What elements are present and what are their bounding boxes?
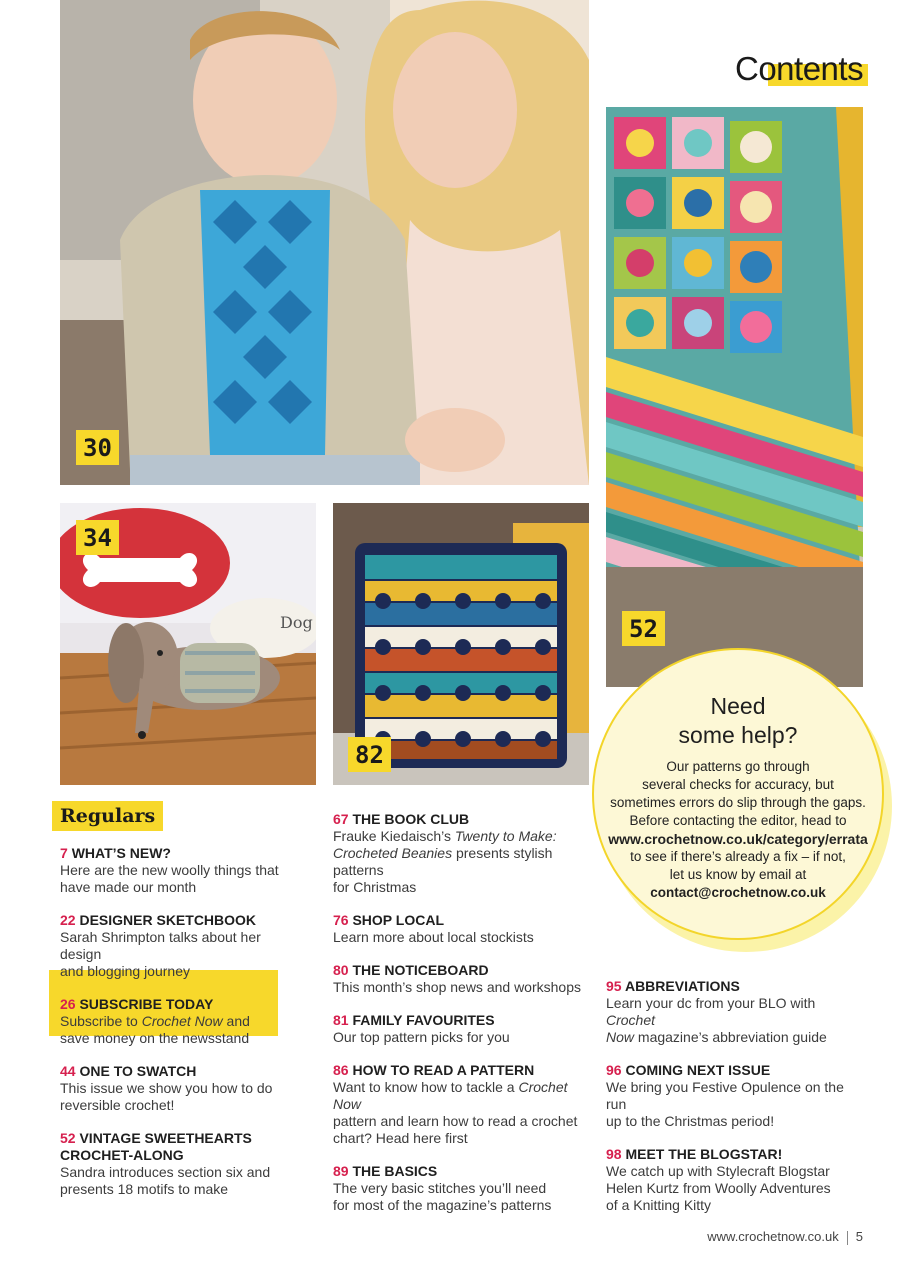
contents-entry[interactable] xyxy=(333,811,593,896)
desc-line: This month’s shop news and workshops xyxy=(333,979,581,995)
desc-italic: Now xyxy=(606,1029,635,1045)
desc-line: Here are the new woolly things that xyxy=(60,862,279,878)
contact-email-link[interactable]: contact@crochetnow.co.uk xyxy=(650,885,826,900)
contents-entry[interactable] xyxy=(333,912,593,946)
entry-description xyxy=(60,1080,300,1114)
entry-title: HOW TO READ A PATTERN xyxy=(352,1062,535,1078)
desc-line: chart? Head here first xyxy=(333,1130,468,1146)
entry-page-number: 44 xyxy=(60,1063,76,1079)
help-line: several checks for accuracy, but xyxy=(642,777,834,792)
photo-sweater xyxy=(60,0,589,485)
desc-text: magazine’s abbreviation guide xyxy=(634,1029,827,1045)
entry-page-number: 89 xyxy=(333,1163,349,1179)
desc-line: This issue we show you how to do xyxy=(60,1080,273,1096)
entry-description xyxy=(333,828,593,896)
entry-title: THE BASICS xyxy=(352,1163,438,1179)
dog-bowl-text: Dog xyxy=(280,613,313,632)
contents-entry[interactable] xyxy=(606,1062,866,1130)
help-line: sometimes errors do slip through the gaps. xyxy=(610,795,866,810)
desc-line: presents 18 motifs to make xyxy=(60,1181,229,1197)
entry-description xyxy=(60,862,300,896)
page-badge-34: 34 xyxy=(76,520,119,555)
entry-title: THE BOOK CLUB xyxy=(352,811,470,827)
entry-description xyxy=(333,979,593,996)
desc-line: Sarah Shrimpton talks about her design xyxy=(60,929,261,962)
page-badge-52: 52 xyxy=(622,611,665,646)
desc-line: Learn more about local stockists xyxy=(333,929,534,945)
entry-description xyxy=(333,1029,593,1046)
entry-page-number: 80 xyxy=(333,962,349,978)
entry-description xyxy=(60,1164,300,1198)
help-line: let us know by email at xyxy=(669,867,807,882)
photo-blanket xyxy=(606,107,863,687)
contents-entry[interactable] xyxy=(606,978,866,1046)
entry-title: MEET THE BLOGSTAR! xyxy=(625,1146,783,1162)
desc-line: up to the Christmas period! xyxy=(606,1113,775,1129)
desc-line: for most of the magazine’s patterns xyxy=(333,1197,552,1213)
entry-description xyxy=(333,1079,593,1147)
contents-entry[interactable] xyxy=(333,1012,593,1046)
entry-description xyxy=(606,1079,866,1130)
contents-column-3 xyxy=(606,978,866,1230)
entry-title: WHAT’S NEW? xyxy=(71,845,171,861)
contents-entry[interactable] xyxy=(60,1063,300,1114)
entry-page-number: 98 xyxy=(606,1146,622,1162)
desc-line: The very basic stitches you’ll need xyxy=(333,1180,547,1196)
contents-entry[interactable] xyxy=(60,845,300,896)
entry-title: ABBREVIATIONS xyxy=(624,978,740,994)
help-title-line-1: Need xyxy=(710,693,766,719)
entry-page-number: 86 xyxy=(333,1062,349,1078)
desc-line: reversible crochet! xyxy=(60,1097,175,1113)
help-line: to see if there’s already a fix – if not, xyxy=(630,849,846,864)
entry-description xyxy=(333,1180,593,1214)
page-number: 5 xyxy=(855,1229,863,1244)
help-body xyxy=(598,758,878,902)
entry-page-number: 7 xyxy=(60,845,68,861)
footer-divider xyxy=(847,1231,848,1245)
entry-page-number: 67 xyxy=(333,811,349,827)
page-badge-82: 82 xyxy=(348,737,391,772)
help-title-line-2: some help? xyxy=(678,722,798,748)
desc-italic: Crochet Now xyxy=(333,1079,568,1112)
desc-text: presents stylish patterns xyxy=(333,845,553,878)
desc-italic: Twenty to Make: xyxy=(454,828,557,844)
contents-entry[interactable] xyxy=(606,1146,866,1214)
contents-entry[interactable] xyxy=(333,962,593,996)
page-badge-30: 30 xyxy=(76,430,119,465)
entry-title-line-2: CROCHET-ALONG xyxy=(60,1147,184,1163)
contents-column-1 xyxy=(60,845,300,1214)
entry-description xyxy=(606,1163,866,1214)
desc-italic: Crochet Now xyxy=(141,1013,223,1029)
desc-line: pattern and learn how to read a crochet xyxy=(333,1113,578,1129)
entry-title: DESIGNER SKETCHBOOK xyxy=(79,912,257,928)
photo-dog xyxy=(60,503,316,785)
page-footer xyxy=(707,1229,863,1245)
desc-line: We bring you Festive Opulence on the run xyxy=(606,1079,844,1112)
regulars-heading: Regulars xyxy=(52,801,163,831)
help-panel xyxy=(592,648,884,940)
help-line: Before contacting the editor, head to xyxy=(629,813,847,828)
page-title: Contents xyxy=(735,50,864,87)
entry-page-number: 76 xyxy=(333,912,349,928)
footer-url[interactable]: www.crochetnow.co.uk xyxy=(707,1229,839,1244)
entry-title: SUBSCRIBE TODAY xyxy=(79,996,214,1012)
desc-line: save money on the newsstand xyxy=(60,1030,250,1046)
desc-text: Learn your dc from your BLO with xyxy=(606,995,816,1011)
desc-line: for Christmas xyxy=(333,879,417,895)
desc-line: We catch up with Stylecraft Blogstar xyxy=(606,1163,830,1179)
entry-page-number: 95 xyxy=(606,978,622,994)
desc-text: Subscribe to xyxy=(60,1013,142,1029)
entry-page-number: 96 xyxy=(606,1062,622,1078)
desc-line: and blogging journey xyxy=(60,963,190,979)
desc-line: Helen Kurtz from Woolly Adventures xyxy=(606,1180,831,1196)
contents-entry-subscribe[interactable] xyxy=(60,996,300,1047)
help-line: Our patterns go through xyxy=(666,759,810,774)
contents-entry[interactable] xyxy=(333,1163,593,1214)
entry-title: ONE TO SWATCH xyxy=(79,1063,197,1079)
desc-text: Frauke Kiedaisch’s xyxy=(333,828,455,844)
contents-entry[interactable] xyxy=(333,1062,593,1147)
help-title xyxy=(594,692,882,750)
entry-description xyxy=(333,929,593,946)
entry-description xyxy=(60,929,300,980)
desc-line: Our top pattern picks for you xyxy=(333,1029,510,1045)
entry-page-number: 52 xyxy=(60,1130,76,1146)
entry-title: FAMILY FAVOURITES xyxy=(352,1012,495,1028)
photo-cushion xyxy=(333,503,589,785)
entry-page-number: 26 xyxy=(60,996,76,1012)
desc-italic: Crochet xyxy=(606,1012,656,1028)
desc-italic: Crocheted Beanies xyxy=(333,845,453,861)
contents-column-2 xyxy=(333,811,593,1230)
entry-description xyxy=(60,1013,300,1047)
entry-title: THE NOTICEBOARD xyxy=(352,962,489,978)
entry-title: COMING NEXT ISSUE xyxy=(625,1062,771,1078)
contents-entry[interactable] xyxy=(60,1130,300,1198)
entry-title: VINTAGE SWEETHEARTS xyxy=(79,1130,252,1146)
errata-link[interactable]: www.crochetnow.co.uk/category/errata xyxy=(608,831,868,847)
entry-page-number: 81 xyxy=(333,1012,349,1028)
desc-text: and xyxy=(222,1013,250,1029)
entry-description xyxy=(606,995,866,1046)
desc-text: Want to know how to tackle a xyxy=(333,1079,519,1095)
desc-line: have made our month xyxy=(60,879,197,895)
desc-line: Sandra introduces section six and xyxy=(60,1164,271,1180)
entry-page-number: 22 xyxy=(60,912,76,928)
desc-line: of a Knitting Kitty xyxy=(606,1197,712,1213)
contents-entry[interactable] xyxy=(60,912,300,980)
entry-title: SHOP LOCAL xyxy=(352,912,444,928)
